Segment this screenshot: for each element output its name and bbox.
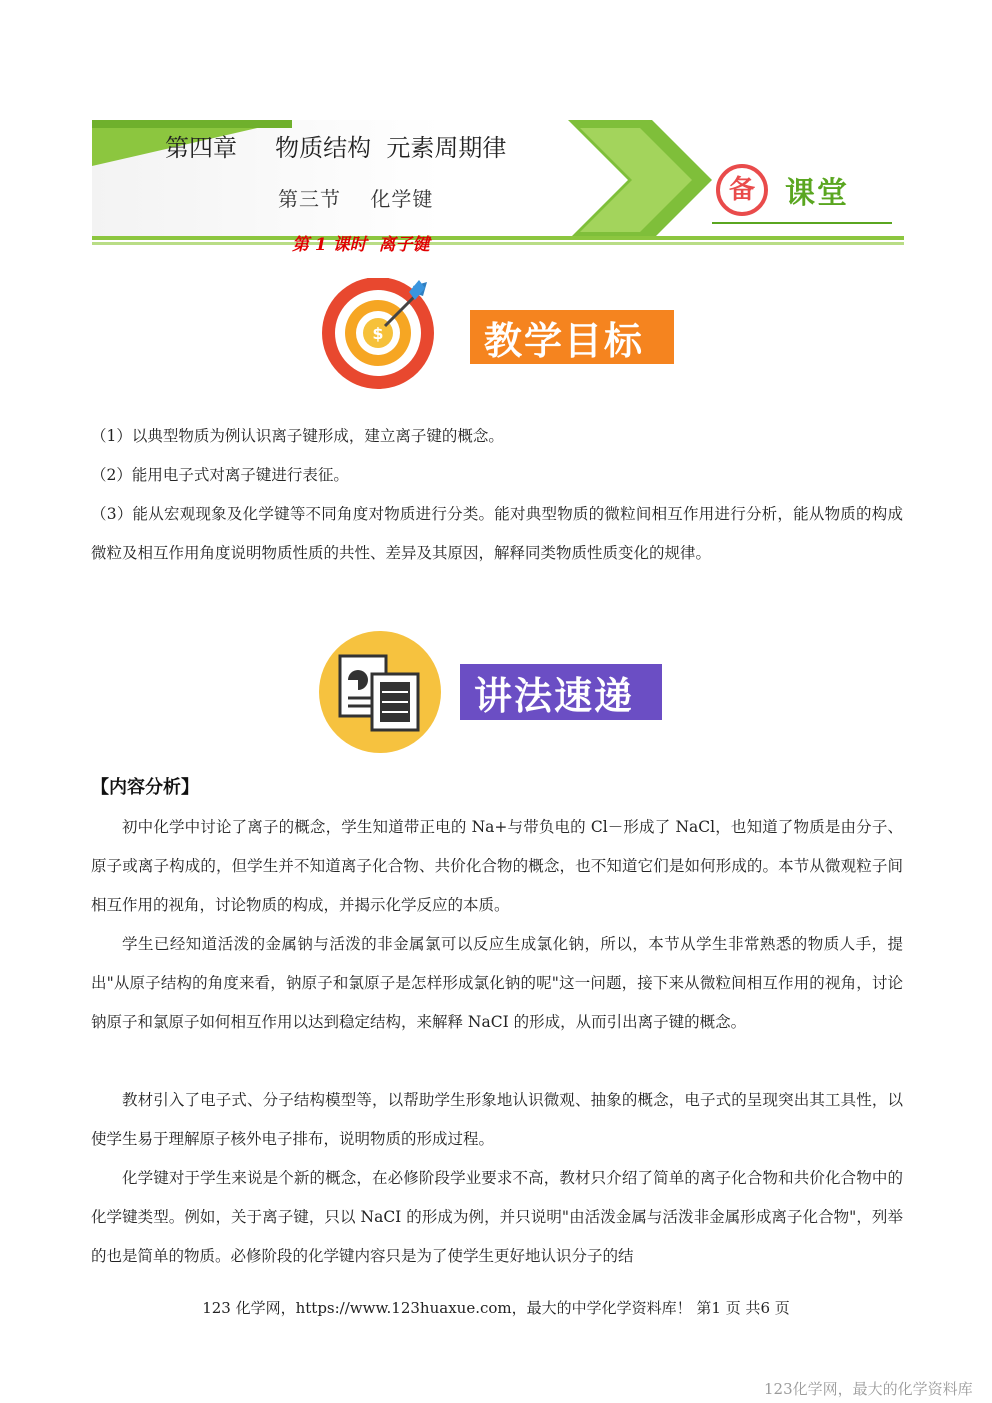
logo-underline [712, 222, 892, 224]
chapter-title: 第四章 物质结构 元素周期律 [165, 134, 507, 162]
lesson-title: 第 1 课时 离子键 [292, 235, 430, 255]
goal-item-2: （2）能用电子式对离子键进行表征。 [91, 466, 349, 484]
logo-char: 备 [728, 175, 755, 205]
content-paragraph-3: 教材引入了电子式、分子结构模型等，以帮助学生形象地认识微观、抽象的概念，电子式的呈现突出其工具性，以使学生易于理解原子核外电子排布，说明物质的形成过程。 [91, 1091, 903, 1148]
target-icon [315, 278, 445, 393]
content-paragraph-1: 初中化学中讨论了离子的概念，学生知道带正电的 Na+与带负电的 Cl－形成了 NaCl，也知道了物质是由分子、原子或离子构成的，但学生并不知道离子化合物、共价化合物的概念，也不知道它们是如何形成的。本节从微观粒子间相互作用的视角，讨论物质的构成，并揭示化学反应的本质。 [91, 818, 903, 914]
section-title: 第三节 化学键 [278, 187, 434, 211]
svg-text:$: $ [372, 324, 384, 343]
goal-item-1: （1）以典型物质为例认识离子键形成，建立离子键的概念。 [91, 427, 504, 445]
banner-bottom-line-light [92, 242, 904, 245]
logo-text: 课堂 [785, 176, 849, 211]
goals-title-box: 教学目标 [470, 310, 674, 364]
content-paragraph-4: 化学键对于学生来说是个新的概念，在必修阶段学业要求不高，教材只介绍了简单的离子化合物和共价化合物中的化学键类型。例如，关于离子键，只以 NaCI 的形成为例，并只说明"由活泼金属与活泼非金属形成离子化合物"，列举的也是简单的物质。必修阶段的化学键内容只是为了使学生更好地认识分子的结 [91, 1169, 903, 1265]
watermark: 123化学网，最大的化学资料库 [764, 1380, 973, 1398]
page-footer: 123 化学网，https://www.123huaxue.com，最大的中学化学资料库！ 第1 页 共6 页 [202, 1299, 790, 1317]
content-paragraph-2: 学生已经知道活泼的金属钠与活泼的非金属氯可以反应生成氯化钠，所以，本节从学生非常熟悉的物质人手，提出"从原子结构的角度来看，钠原子和氯原子是怎样形成氯化钠的呢"这一问题，接下来从微粒间相互作用的视角，讨论钠原子和氯原子如何相互作用以达到稳定结构，来解释 NaCI 的形成，从而引出离子键的概念。 [91, 935, 903, 1031]
goal-item-3: （3）能从宏观现象及化学键等不同角度对物质进行分类。能对典型物质的微粒间相互作用进行分析，能从物质的构成微粒及相互作用角度说明物质性质的共性、差异及其原因，解释同类物质性质变化的规律。 [91, 505, 903, 562]
banner-bottom-line [92, 236, 904, 240]
method-title-box: 讲法速递 [460, 664, 662, 720]
banner-top-bar [92, 120, 292, 128]
content-heading: 【内容分析】 [91, 777, 199, 798]
document-icon [318, 630, 444, 756]
